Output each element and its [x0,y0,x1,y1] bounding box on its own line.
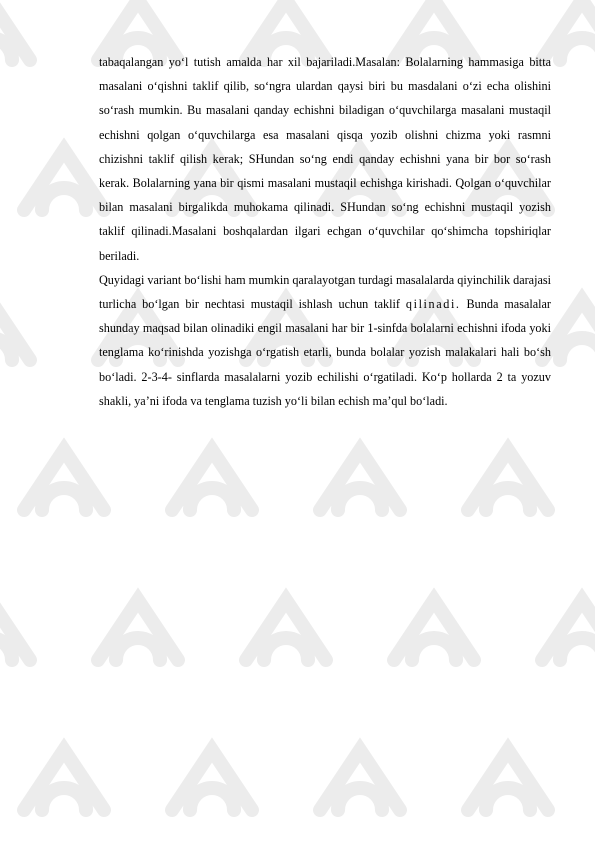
watermark-shape-23 [394,600,474,660]
watermark-shape-0 [0,0,30,60]
watermark-shape-24 [542,600,595,660]
paragraph-2 [99,268,551,413]
watermark-shape-10 [0,300,30,360]
document-body [99,50,551,413]
watermark-shape-5 [24,150,104,210]
watermark-shape-22 [246,600,326,660]
paragraph-2-part-1: Quyidagi variant bo‘lishi ham mumkin qaralayotgan turdagi masalalarda qiyinchilik darajasi turlicha bo‘lgan bir nechtasi mustaqil ishlash uchun taklif [99,272,551,312]
watermark-shape-17 [320,450,400,510]
watermark-shape-28 [468,750,548,810]
watermark-shape-25 [24,750,104,810]
watermark-shape-16 [172,450,252,510]
watermark-shape-21 [98,600,178,660]
paragraph-2-part-2: Bunda masalalar shunday maqsad bilan olinadiki engil masalani har bir 1-sinfda bolalarni echishni ifoda yoki tenglama ko‘rinishda yozishga o‘rgatish etarli, bunda bolalar yozish malakalari hali bo‘sh bo‘ladi. 2-3-4- sinflarda masalalarni yozib echilishi o‘rgatiladi. Ko‘p hollarda 2 ta yozuv shakli, ya’ni ifoda va tenglama tuzish yo‘li bilan echish ma’qul bo‘ladi. [99,297,551,408]
watermark-shape-27 [320,750,400,810]
watermark-shape-15 [24,450,104,510]
paragraph-1: tabaqalangan yo‘l tutish amalda har xil bajariladi.Masalan: Bolalarning hammasiga bitta masalani o‘qishni taklif qilib, so‘ngra ulardan qaysi biri bu masdalani o‘zi echa olishini so‘rash mumkin. Bu masalani qanday echishni biladigan o‘quvchilarga masalani mustaqil echishni qolgan o‘quvchilarga esa masalani qisqa yozib olishni chizma yoki rasmni chizishni taklif qilish kerak; SHundan so‘ng endi qanday echishni yana bir bor so‘rash kerak. Bolalarning yana bir qismi masalani mustaqil echishga kirishadi. Qolgan o‘quvchilar bilan masalani birgalikda muhokama qilinadi. SHundan so‘ng echishni mustaqil yozish taklif qilinadi.Masalani boshqalardan ilgari echgan o‘quvchilar qo‘shimcha topshiriqlar beriladi. [99,55,551,263]
watermark-shape-26 [172,750,252,810]
watermark-shape-18 [468,450,548,510]
watermark-shape-20 [0,600,30,660]
paragraph-2-spaced-word: qilinadi. [405,297,461,312]
